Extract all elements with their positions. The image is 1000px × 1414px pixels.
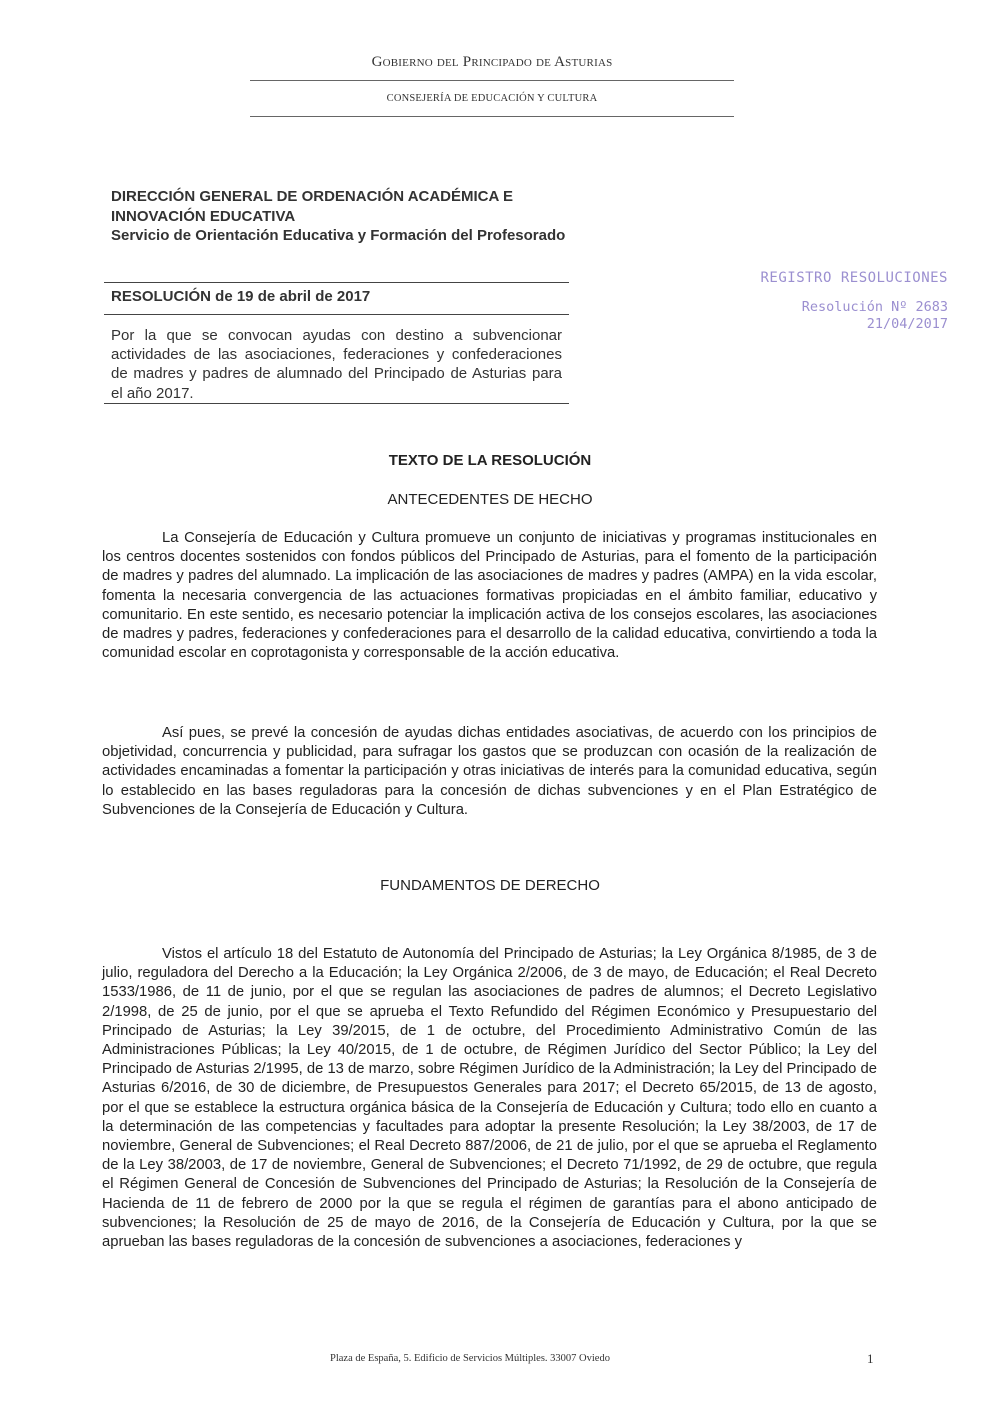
page-number: 1 — [867, 1351, 874, 1366]
header-rule-bottom — [250, 116, 734, 117]
stamp-number: Resolución Nº 2683 — [801, 299, 948, 315]
resolution-summary: Por la que se convocan ayudas con destino a subvencionar actividades de las asociaciones, federaciones y confederaciones de madres y padres de alumnado del Principado de Asturias para el año 2017. — [111, 327, 562, 402]
government-name: Gobierno del Principado de Asturias — [371, 54, 613, 70]
footer-address: Plaza de España, 5. Edificio de Servicios Múltiples. 33007 Oviedo — [330, 1353, 610, 1364]
department-name: CONSEJERÍA DE EDUCACIÓN Y CULTURA — [386, 93, 598, 104]
header-rule-top — [250, 80, 734, 81]
law-paragraph-1 — [102, 945, 877, 1252]
facts-paragraph-2 — [102, 724, 877, 820]
org-block — [111, 187, 569, 246]
stamp-date: 21/04/2017 — [866, 316, 948, 332]
government-header — [250, 52, 734, 72]
direction-name: DIRECCIÓN GENERAL DE ORDENACIÓN ACADÉMICA E INNOVACIÓN EDUCATIVA — [111, 188, 513, 225]
facts-paragraph-1-text: La Consejería de Educación y Cultura promueve un conjunto de iniciativas y programas institucionales en los centros docentes sostenidos con fondos públicos del Principado de Asturias, para el fomento de la participación de madres y padres del alumnado. La implicación de las asociaciones de madres y padres (AMPA) en la vida escolar, fomenta la necesaria convergencia de las actuaciones formativas propiciadas en el ámbito familiar, educativo y comunitario. En este sentido, es necesario potenciar la implicación activa de los consejos escolares, las asociaciones de madres y padres, federaciones y confederaciones para el desarrollo de la calidad educativa, convirtiendo a toda la comunidad escolar en coprotagonista y corresponsable de la acción educativa. — [102, 530, 877, 662]
resolution-rule-middle — [104, 314, 569, 315]
resolution-rule-bottom — [104, 403, 569, 404]
facts-paragraph-1 — [102, 529, 877, 663]
registry-stamp — [760, 270, 948, 333]
resolution-rule-top — [104, 282, 569, 283]
law-title: FUNDAMENTOS DE DERECHO — [380, 877, 600, 894]
text-title: TEXTO DE LA RESOLUCIÓN — [388, 452, 592, 469]
service-name: Servicio de Orientación Educativa y Formación del Profesorado — [111, 227, 566, 244]
facts-paragraph-2-text: Así pues, se prevé la concesión de ayudas dichas entidades asociativas, de acuerdo con los principios de objetividad, concurrencia y publicidad, para sufragar los gastos que se produzcan con ocasión de la realización de actividades encaminadas a fomentar la participación y otras iniciativas de interés para la comunidad educativa, según lo establecido en las bases reguladoras para la concesión de dichas subvenciones y en el Plan Estratégico de Subvenciones de la Consejería de Educación y Cultura. — [102, 725, 877, 818]
stamp-title: REGISTRO RESOLUCIONES — [760, 270, 948, 286]
facts-title: ANTECEDENTES DE HECHO — [387, 491, 593, 508]
resolution-title: RESOLUCIÓN de 19 de abril de 2017 — [111, 288, 371, 305]
law-paragraph-1-text: Vistos el artículo 18 del Estatuto de Autonomía del Principado de Asturias; la Ley Orgánica 8/1985, de 3 de julio, reguladora del Derecho a la Educación; la Ley Orgánica 2/2006, de 3 de mayo, de Educación; el Real Decreto 1533/1986, de 11 de junio, por el que se regulan las asociaciones de padres de alumnos; el Decreto Legislativo 2/1998, de 25 de junio, por el que se aprueba el Texto Refundido del Régimen Económico y Presupuestario del Principado de Asturias; la Ley 39/2015, de 1 de octubre, del Procedimiento Administrativo Común de las Administraciones Públicas; la Ley 40/2015, de 1 de octubre, de Régimen Jurídico del Sector Público; la Ley del Principado de Asturias 2/1995, de 13 de marzo, sobre Régimen Jurídico de la Administración; la Ley del Principado de Asturias 6/2016, de 30 de diciembre, de Presupuestos Generales para 2017; el Decreto 65/2015, de 13 de agosto, por el que se establece la estructura orgánica básica de la Consejería de Educación y Cultura; todo ello en cuanto a la determinación de las competencias y facultades para adoptar la presente Resolución; la Ley 38/2003, de 17 de noviembre, General de Subvenciones; el Real Decreto 887/2006, de 21 de julio, por el que se aprueba el Reglamento de la Ley 38/2003, de 17 de noviembre, General de Subvenciones; el Decreto 71/1992, de 29 de octubre, que regula el Régimen General de Concesión de Subvenciones del Principado de Asturias; la Resolución de la Consejería de Hacienda de 11 de febrero de 2000 por la que se regula el régimen de garantías para el abono anticipado de subvenciones; la Resolución de 25 de mayo de 2016, de la Consejería de Educación y Cultura, por la que se aprueban las bases reguladoras de la concesión de subvenciones a asociaciones, federaciones y — [102, 946, 877, 1251]
